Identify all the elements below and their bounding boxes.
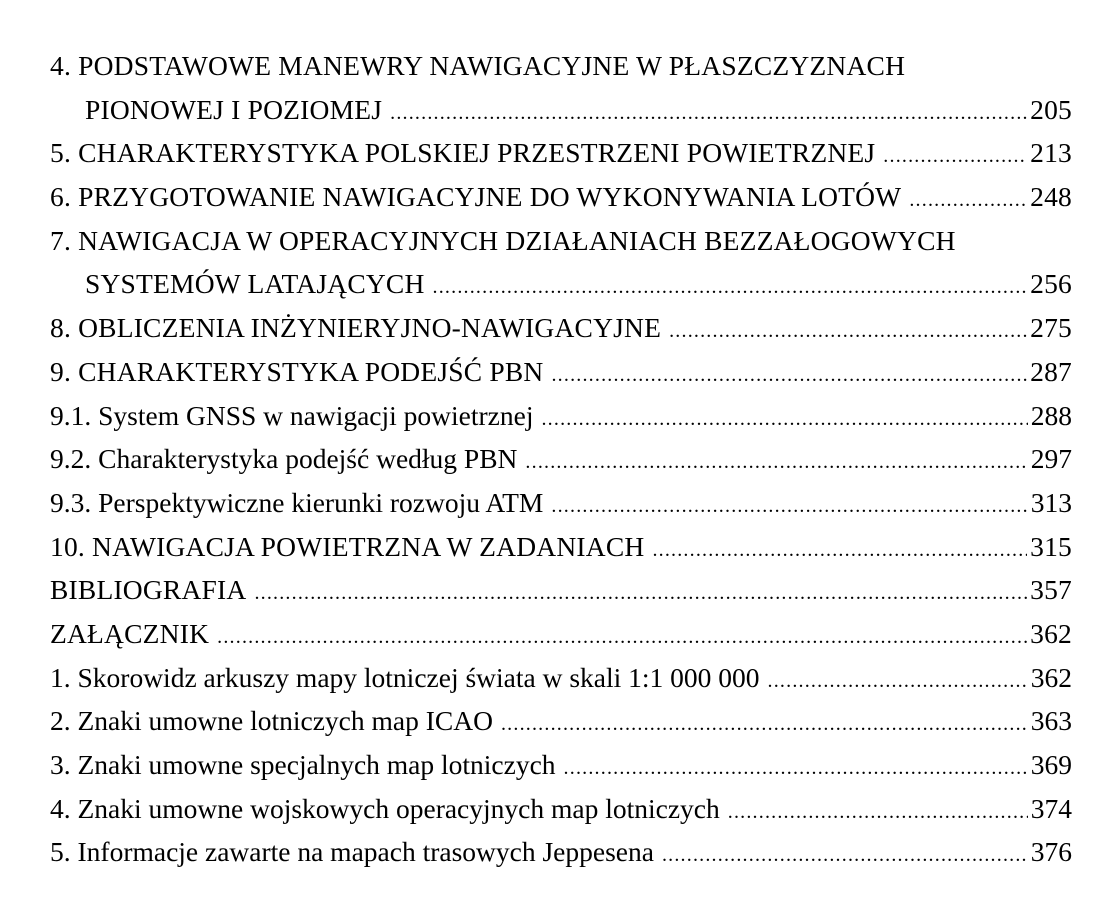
- dot-leader: [768, 660, 1028, 704]
- dot-leader: [541, 398, 1027, 442]
- table-of-contents: [50, 44, 1072, 874]
- toc-page-number: 369: [1030, 749, 1072, 780]
- toc-entry-appendix-1: [50, 656, 1072, 700]
- toc-entry-9-1: [50, 394, 1072, 438]
- dot-leader: [390, 92, 1027, 136]
- toc-entry-title: 4. Znaki umowne wojskowych operacyjnych map lotniczych: [50, 792, 720, 824]
- toc-entry-title: 5. CHARAKTERYSTYKA POLSKIEJ PRZESTRZENI POWIETRZNEJ: [50, 137, 876, 169]
- toc-entry-title: 8. OBLICZENIA INŻYNIERYJNO-NAWIGACYJNE: [50, 312, 662, 344]
- toc-page-number: 275: [1030, 312, 1072, 344]
- toc-entry-9: [50, 350, 1072, 394]
- toc-page-number: 297: [1030, 443, 1072, 475]
- toc-page-number: 248: [1030, 181, 1072, 213]
- dot-leader: [883, 135, 1027, 179]
- toc-entry-5: [50, 131, 1072, 175]
- toc-entry-title: 1. Skorowidz arkuszy mapy lotniczej świata w skali 1:1 000 000: [50, 661, 760, 693]
- dot-leader: [501, 703, 1028, 747]
- toc-entry-bibliografia: [50, 568, 1072, 612]
- toc-entry-10: [50, 525, 1072, 569]
- toc-entry-9-2: [50, 437, 1072, 481]
- toc-entry-appendix-4: [50, 787, 1072, 831]
- toc-page-number: 363: [1030, 705, 1072, 737]
- dot-leader: [525, 441, 1027, 485]
- toc-entry-title: 9.3. Perspektywiczne kierunki rozwoju ATM: [50, 486, 544, 518]
- toc-entry-title: 6. PRZYGOTOWANIE NAWIGACYJNE DO WYKONYWANIA LOTÓW: [50, 181, 902, 213]
- toc-entry-appendix-2: [50, 699, 1072, 743]
- toc-page-number: 287: [1030, 355, 1072, 387]
- dot-leader: [669, 310, 1027, 354]
- toc-entry-7: [50, 219, 1072, 306]
- dot-leader: [433, 266, 1028, 310]
- toc-entry-title: 5. Informacje zawarte na mapach trasowych Jeppesena: [50, 836, 654, 868]
- toc-entry-title: 9.1. System GNSS w nawigacji powietrznej: [50, 399, 534, 431]
- toc-page-number: 362: [1030, 617, 1072, 649]
- toc-page-number: 256: [1030, 268, 1072, 300]
- toc-page-number: 374: [1030, 792, 1072, 824]
- toc-page-number: 313: [1030, 486, 1072, 518]
- toc-entry-title: BIBLIOGRAFIA: [50, 574, 247, 606]
- toc-entry-8: [50, 306, 1072, 350]
- toc-entry-appendix-3: [50, 743, 1072, 787]
- dot-leader: [217, 616, 1027, 660]
- dot-leader: [909, 179, 1027, 223]
- toc-page-number: 357: [1030, 574, 1072, 606]
- toc-entry-title-line1: 4. PODSTAWOWE MANEWRY NAWIGACYJNE W PŁASZCZYZNACH: [50, 50, 906, 81]
- toc-entry-title-line2: PIONOWEJ I POZIOMEJ: [85, 93, 383, 125]
- toc-entry-6: [50, 175, 1072, 219]
- dot-leader: [662, 834, 1028, 878]
- dot-leader: [652, 529, 1027, 573]
- dot-leader: [551, 485, 1027, 529]
- toc-entry-title: 10. NAWIGACJA POWIETRZNA W ZADANIACH: [50, 530, 645, 562]
- toc-entry-9-3: [50, 481, 1072, 525]
- toc-entry-title: 9.2. Charakterystyka podejść według PBN: [50, 443, 518, 475]
- dot-leader: [551, 354, 1027, 398]
- toc-entry-4: [50, 44, 1072, 131]
- toc-entry-zalacznik: [50, 612, 1072, 656]
- toc-entry-title-line1: 7. NAWIGACJA W OPERACYJNYCH DZIAŁANIACH BEZZAŁOGOWYCH: [50, 224, 956, 256]
- toc-page-number: 205: [1030, 93, 1072, 125]
- toc-entry-title-line2: SYSTEMÓW LATAJĄCYCH: [85, 268, 425, 300]
- toc-page-number: 362: [1030, 661, 1072, 693]
- toc-entry-appendix-5: [50, 830, 1072, 874]
- toc-entry-title: ZAŁĄCZNIK: [50, 617, 210, 649]
- dot-leader: [254, 572, 1027, 616]
- dot-leader: [564, 747, 1028, 791]
- toc-page-number: 288: [1030, 399, 1072, 431]
- dot-leader: [728, 791, 1028, 835]
- toc-entry-title: 3. Znaki umowne specjalnych map lotniczych: [50, 749, 556, 780]
- toc-page-number: 213: [1030, 137, 1072, 169]
- toc-entry-title: 2. Znaki umowne lotniczych map ICAO: [50, 705, 493, 737]
- toc-page-number: 376: [1030, 836, 1072, 868]
- toc-entry-title: 9. CHARAKTERYSTYKA PODEJŚĆ PBN: [50, 355, 544, 387]
- toc-page-number: 315: [1030, 530, 1072, 562]
